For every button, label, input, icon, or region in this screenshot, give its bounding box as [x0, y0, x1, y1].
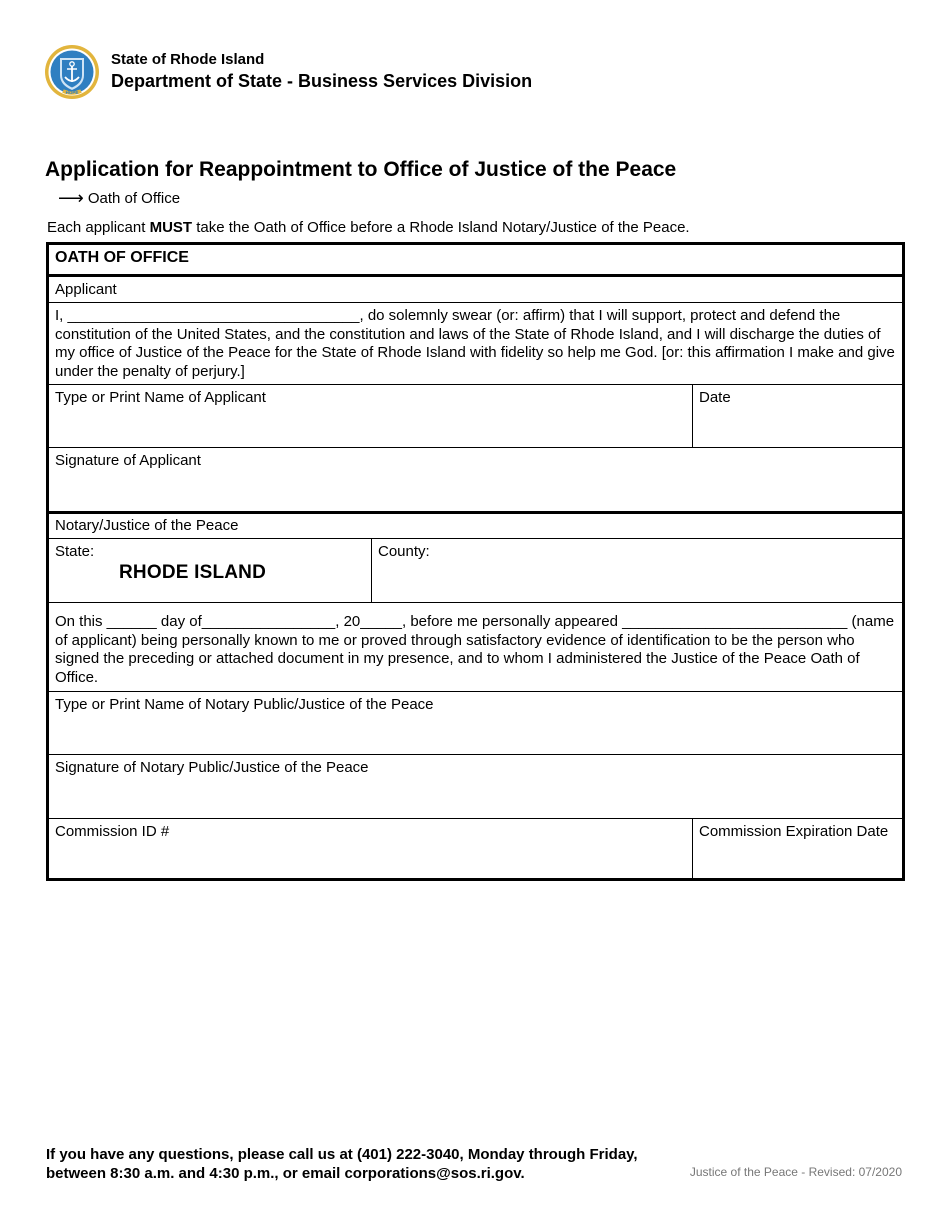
applicant-print-name-field[interactable] [49, 385, 692, 447]
notary-print-name-field[interactable] [49, 692, 902, 754]
applicant-date-field[interactable] [693, 385, 902, 447]
revision-note: Justice of the Peace - Revised: 07/2020 [689, 1165, 902, 1179]
commission-expiration-label: Commission Expiration Date [699, 823, 889, 840]
state-value: RHODE ISLAND [119, 562, 267, 583]
state-seal-logo [44, 44, 100, 100]
commission-id-label: Commission ID # [55, 823, 170, 840]
notary-acknowledgment: On this ______ day of________________, 20_____, before me personally appeared ___________________________ (name of applicant) being personally known to me or proved through satisfactory evidence of identification to be the person who signed the preceding or attached document in my presence, and to whom I administered the Justice of the Peace Oath of Office. [55, 613, 895, 686]
state-label: State: [55, 543, 95, 560]
applicant-label: Applicant [55, 281, 117, 298]
page-title: Application for Reappointment to Office of Justice of the Peace [45, 158, 677, 181]
date-label: Date [699, 389, 731, 406]
oath-of-office-label: Oath of Office [87, 190, 181, 207]
applicant-signature-label: Signature of Applicant [55, 452, 201, 469]
commission-expiration-field[interactable] [693, 819, 902, 878]
oath-of-office-link[interactable] [58, 188, 180, 209]
county-label: County: [378, 543, 430, 560]
commission-id-field[interactable] [49, 819, 692, 878]
applicant-print-name-label: Type or Print Name of Applicant [55, 389, 266, 406]
department-name: Department of State - Business Services Division [111, 71, 533, 91]
anchor-seal-icon [44, 44, 100, 100]
notary-signature-label: Signature of Notary Public/Justice of the Peace [55, 759, 369, 776]
notary-state-field [49, 539, 371, 602]
oath-statement: I, ___________________________________, do solemnly swear (or: affirm) that I will support, protect and defend the constitution of the United States, and the constitution and laws of the State of Rhode Island, and I will discharge the duties of my office of Justice of the Peace for the State of Rhode Island with fidelity so help me God. [or: this affirmation I make and give under the penalty of perjury.] [55, 307, 895, 380]
oath-form [46, 242, 905, 881]
state-name: State of Rhode Island [111, 51, 265, 68]
notary-print-name-label: Type or Print Name of Notary Public/Justice of the Peace [55, 696, 434, 713]
notary-county-field[interactable] [372, 539, 902, 602]
footer-contact: If you have any questions, please call us at (401) 222-3040, Monday through Friday, between 8:30 a.m. and 4:30 p.m., or email corporations@sos.ri.gov. [46, 1146, 638, 1182]
applicant-signature-field[interactable] [49, 448, 902, 511]
notary-section-label: Notary/Justice of the Peace [55, 517, 239, 534]
svg-text:HOPE: HOPE [65, 90, 79, 95]
notary-signature-field[interactable] [49, 755, 902, 818]
oath-section-title: OATH OF OFFICE [55, 249, 189, 266]
arrow-right-icon: ⟶ [58, 188, 84, 208]
instruction-text: Each applicant MUST take the Oath of Office before a Rhode Island Notary/Justice of the Peace. [47, 219, 690, 236]
